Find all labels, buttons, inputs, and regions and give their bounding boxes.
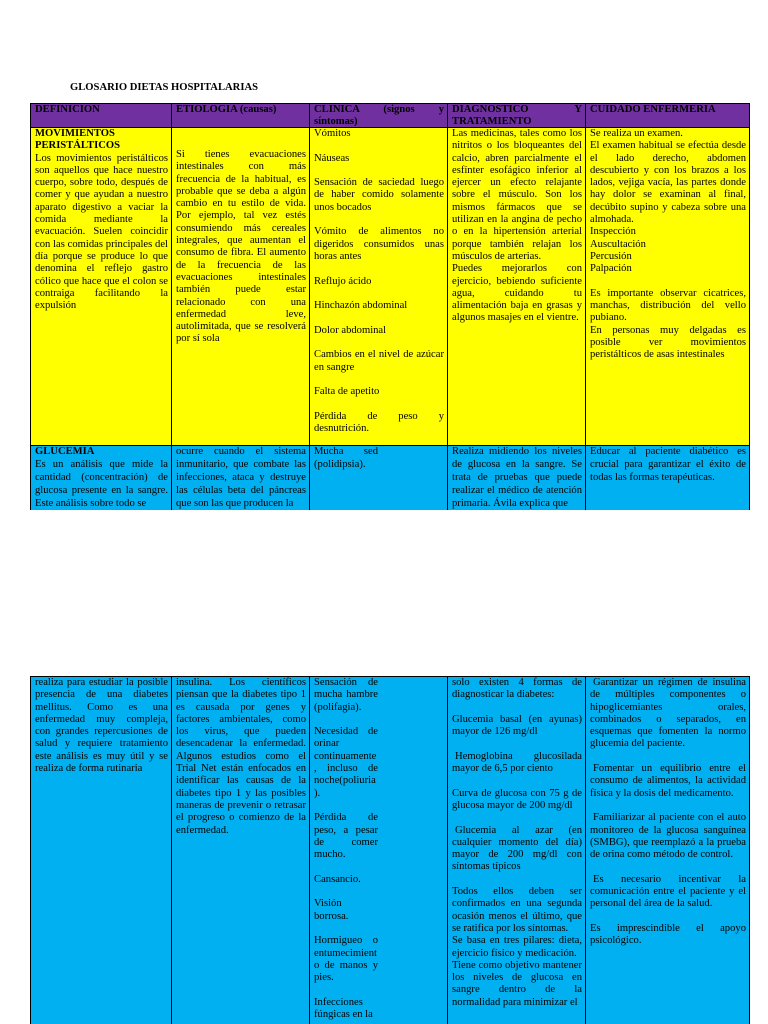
cell-cuidado: [586, 128, 750, 446]
care-paragraph: Se realiza un examen.: [590, 128, 683, 139]
symptom-item: Cambios en el nivel de azúcar en sangre: [314, 349, 444, 373]
cell-etiologia: [172, 446, 310, 510]
symptom-item: Dolor abdominal: [314, 324, 387, 336]
etiology-text: Si tienes evacuaciones intestinales con más frecuencia de la habitual, es probable que se deba a algún cambio en tu estilo de vida. Por ejemplo, tal vez estés consumiendo más cereales integrales, que aumentan el consumo de fibra. El aumento de la frecuencia de las evacuaciones intestinales también puede estar relacionado con una enfermedad leve, autolimitada, que se resolverá por sí sola: [176, 149, 306, 345]
care-paragraph: Palpación: [590, 263, 632, 275]
symptom-item: Sensación de mucha hambre (polifagia).: [314, 677, 378, 713]
care-paragraph: Es importante observar cicatrices, manchas, distribución del vello pubiano.: [590, 287, 746, 324]
symptom-item: Vómito de alimentos no digeridos consumidos unas horas antes: [314, 226, 444, 262]
care-paragraph: El examen habitual se efectúa desde el lado derecho, abdomen descubierto y con los brazos a los lados, vejiga vacía, las partes donde hay dolor se examinan al final, decúbito supino y cabeza sobre una almohada.: [590, 140, 746, 226]
cell-diagnostico: [448, 128, 586, 446]
symptom-item: Hormigueo o entumecimiento de manos y pies.: [314, 935, 378, 984]
diagnosis-paragraph: Realiza midiendo los niveles de glucosa en la sangre. Se trata de pruebas que puede realizar el médico de atención primaria. Ávila explica que: [452, 446, 582, 509]
cell-etiologia: [172, 677, 310, 1024]
cell-clinica: [310, 446, 448, 510]
diagnosis-paragraph: Glucemia basal (en ayunas) mayor de 126 mg/dl: [452, 713, 582, 738]
glossary-table-page-2: [30, 676, 750, 1024]
etiology-text: insulina. Los científicos piensan que la diabetes tipo 1 es causada por genes y factores ambientales, como los virus, que pueden desencadenar la enfermedad. Algunos estudios como el Trial Net están enfocados en identificar las causas de la diabetes tipo 1 y las posibles maneras de prevenir o retrasar el progreso o comienzo de la enfermedad.: [176, 677, 306, 836]
cell-cuidado: [586, 446, 750, 510]
diagnosis-paragraph: Puedes mejorarlos con ejercicio, bebiendo suficiente agua, cuidando tu alimentación baja en grasas y algunos masajes en el vientre.: [452, 263, 582, 324]
header-clinica: CLINICA (signos y síntomas): [310, 104, 448, 128]
symptom-item: Reflujo ácido: [314, 275, 372, 287]
header-definicion: DEFINICION: [31, 104, 172, 128]
term-title: MOVIMIENTOS PERISTÁLTICOS: [35, 128, 120, 152]
header-diagnostico: DIAGNOSTICO Y TRATAMIENTO: [448, 104, 586, 128]
care-paragraph: Educar al paciente diabético es crucial para garantizar el éxito de todas las formas terapéuticas.: [590, 446, 746, 483]
symptom-item: Falta de apetito: [314, 386, 380, 398]
symptom-item: Vómitos: [314, 128, 351, 139]
document-title: GLOSARIO DIETAS HOSPITALARIAS: [70, 82, 258, 93]
glossary-table-page-1: [30, 103, 750, 510]
symptom-item: Pérdida de peso, a pesar de comer mucho.: [314, 812, 378, 861]
symptom-item: Cansancio.: [314, 873, 361, 885]
header-etiologia: ETIOLOGIA (causas): [172, 104, 310, 128]
row-glucemia: [31, 446, 750, 510]
symptom-item: Náuseas: [314, 152, 350, 164]
care-paragraph: Familiarizar al paciente con el auto monitoreo de la glucosa sanguínea (SMBG), que reemplazó a la prueba de orina como método de control.: [590, 812, 746, 861]
table-header-row: [31, 104, 750, 128]
care-paragraph: Percusión: [590, 250, 632, 262]
cell-definicion: [31, 128, 172, 446]
symptom-item: Sensación de saciedad luego de haber comido solamente unos bocados: [314, 177, 444, 213]
symptom-item: Necesidad de orinar continuamente , incluso de noche(poliuria ).: [314, 726, 378, 799]
cell-diagnostico: [448, 677, 586, 1024]
cell-diagnostico: [448, 446, 586, 510]
header-cuidado: CUIDADO ENFERMERIA: [586, 104, 750, 128]
cell-etiologia: [172, 128, 310, 446]
term-title: GLUCEMIA: [35, 446, 95, 457]
cell-definicion: [31, 446, 172, 510]
symptom-item: Hinchazón abdominal: [314, 300, 408, 312]
cell-clinica: [310, 128, 448, 446]
row-movimientos-peristalticos: [31, 128, 750, 446]
row-glucemia-continued: [31, 677, 750, 1024]
care-paragraph: Inspección: [590, 226, 636, 238]
cell-clinica: [310, 677, 448, 1024]
symptom-item: Pérdida de peso y desnutrición.: [314, 410, 444, 435]
symptom-item: Infecciones fúngicas en la: [314, 996, 373, 1021]
care-paragraph: Garantizar un régimen de insulina de múltiples componentes o hipoglicemiantes orales, combinados o separados, en esquemas que fomenten la normo glucemia del paciente.: [590, 677, 746, 750]
diagnosis-paragraph: Se basa en tres pilares: dieta, ejercicio físico y medicación.: [452, 935, 582, 959]
care-paragraph: Fomentar un equilibrio entre el consumo de alimentos, la actividad física y la dosis del medicamento.: [590, 763, 746, 799]
care-paragraph: En personas muy delgadas es posible ver movimientos peristálticos de asas intestinales: [590, 324, 746, 361]
symptom-item: Mucha sed (polidipsia).: [314, 446, 378, 470]
diagnosis-paragraph: Tiene como objetivo mantener los niveles de glucosa en sangre dentro de la normalidad para minimizar el: [452, 959, 582, 1008]
diagnosis-paragraph: Hemoglobina glucosilada mayor de 6,5 por ciento: [452, 750, 582, 775]
definition-text: Es un análisis que mide la cantidad (concentración) de glucosa presente en la sangre. Este análisis sobre todo se: [35, 458, 168, 509]
definition-text: realiza para estudiar la posible presencia de una diabetes mellitus. Como es una enfermedad muy compleja, con grandes repercusiones de salud y requiere tratamiento este análisis es muy útil y se realiza de forma rutinaria: [35, 677, 168, 775]
diagnosis-paragraph: Todos ellos deben ser confirmados en una segunda ocasión menos el último, que se ratifica por los síntomas.: [452, 886, 582, 934]
definition-text: Los movimientos peristálticos son aquellos que hace nuestro cuerpo, sobre todo, después de comer y que ayudan a nuestro aparato digestivo a vaciar la comida mediante la evacuación. Suelen coincidir con las comidas principales del día porque se produce lo que denomina el reflejo gastro cólico que hace que el colon se contraiga facilitando la expulsión: [35, 152, 168, 312]
etiology-text: ocurre cuando el sistema inmunitario, que combate las infecciones, ataca y destruye las células beta del páncreas que son las que producen la: [176, 446, 306, 509]
care-paragraph: Es necesario incentivar la comunicación entre el paciente y el personal del área de la salud.: [590, 873, 746, 910]
care-paragraph: Auscultación: [590, 238, 646, 250]
symptom-item: Visión borrosa.: [314, 898, 349, 922]
care-paragraph: Es imprescindible el apoyo psicológico.: [590, 922, 746, 947]
diagnosis-paragraph: Curva de glucosa con 75 g de glucosa mayor de 200 mg/dl: [452, 787, 582, 811]
cell-definicion: [31, 677, 172, 1024]
diagnosis-paragraph: Glucemia al azar (en cualquier momento del día) mayor de 200 mg/dl con síntomas típicos: [452, 824, 582, 873]
cell-cuidado: [586, 677, 750, 1024]
diagnosis-paragraph: Las medicinas, tales como los nitritos o los bloqueantes del calcio, abren parcialmente el esfínter esofágico inferior al ejercer un efecto relajante sobre el músculo. Son los mismos fármacos que se utilizan en la angina de pecho o en la hipertensión arterial porque también relajan los músculos de arterias.: [452, 128, 582, 262]
diagnosis-paragraph: solo existen 4 formas de diagnosticar la diabetes:: [452, 677, 582, 701]
